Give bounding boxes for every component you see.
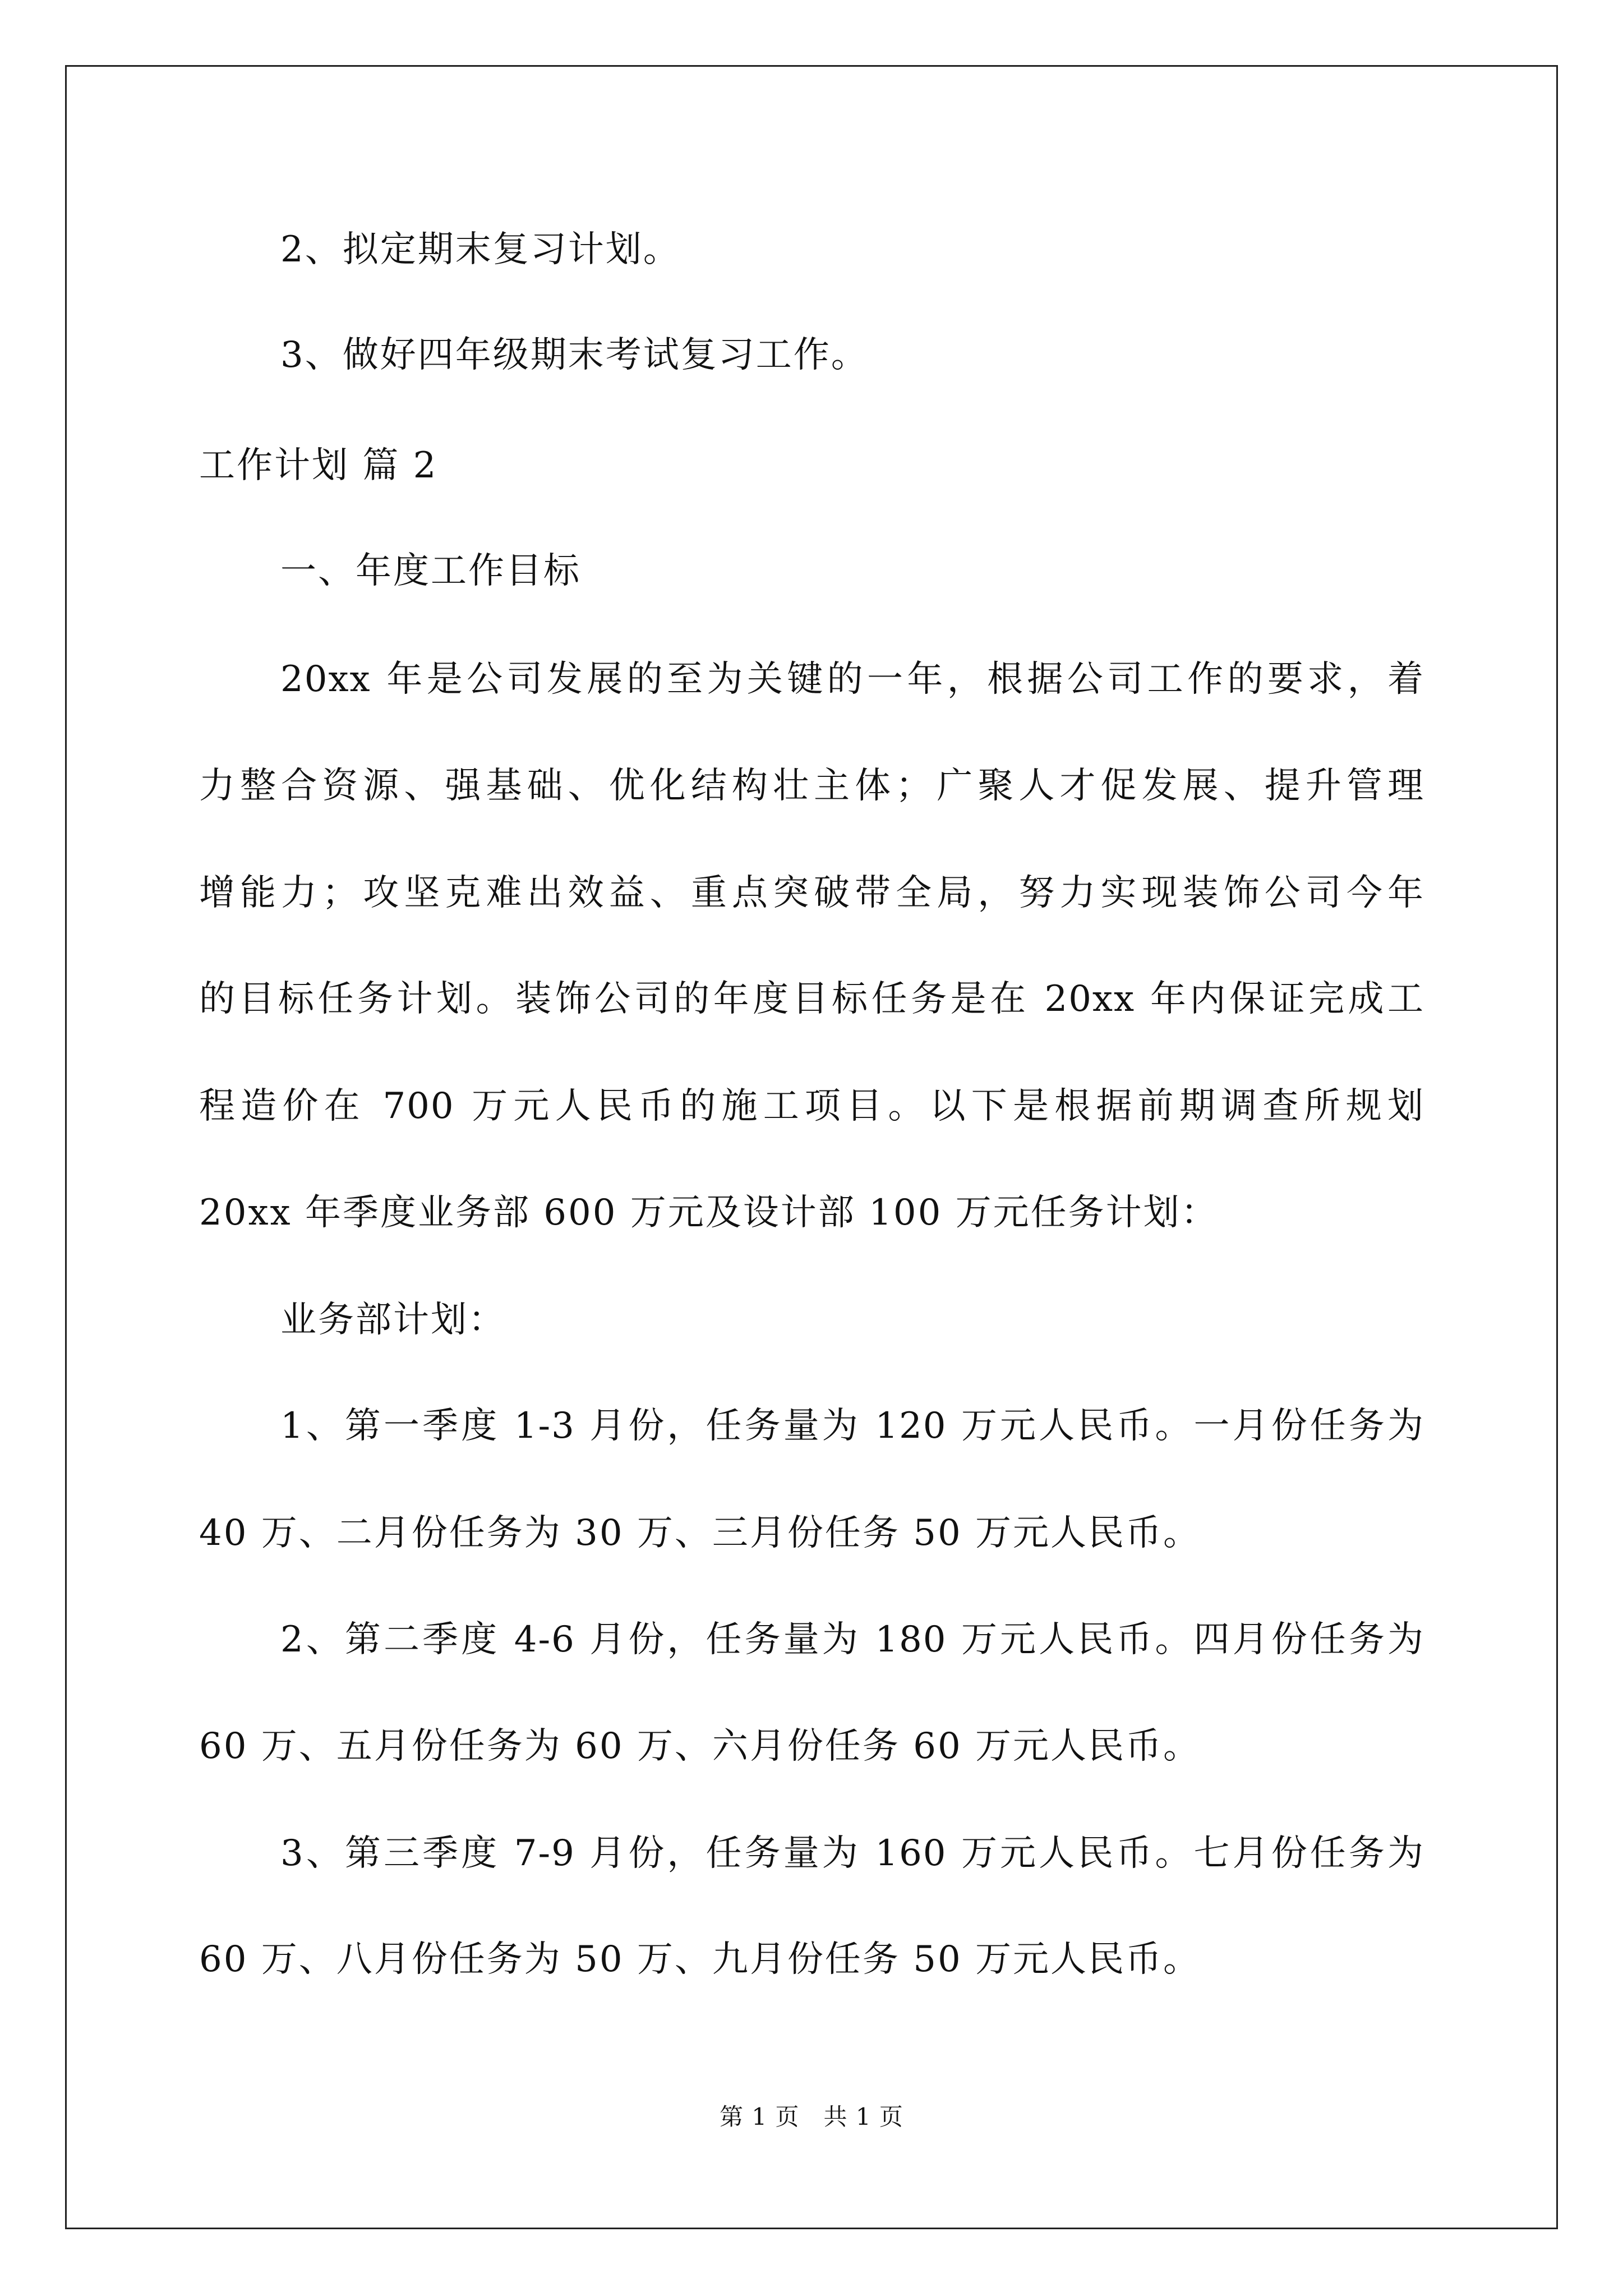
paragraph-line: 3、做好四年级期末考试复习工作。 — [280, 334, 869, 376]
paragraph-line: 2、拟定期末复习计划。 — [280, 229, 681, 270]
paragraph-line: 2、第二季度 4-6 月份，任务量为 180 万元人民币。四月份任务为 — [280, 1619, 1424, 1660]
paragraph-line: 的目标任务计划。装饰公司的年度目标任务是在 20xx 年内保证完成工 — [199, 978, 1424, 1020]
paragraph-line: 40 万、二月份任务为 30 万、三月份任务 50 万元人民币。 — [199, 1512, 1201, 1554]
paragraph-line: 3、第三季度 7-9 月份，任务量为 160 万元人民币。七月份任务为 — [280, 1833, 1424, 1874]
paragraph-line: 20xx 年季度业务部 600 万元及设计部 100 万元任务计划： — [199, 1192, 1219, 1234]
section-heading: 工作计划 篇 2 — [199, 445, 438, 486]
paragraph-line: 增能力；攻坚克难出效益、重点突破带全局，努力实现装饰公司今年 — [199, 872, 1424, 914]
page-border — [65, 65, 1558, 2229]
paragraph-line: 程造价在 700 万元人民币的施工项目。以下是根据前期调查所规划 — [199, 1085, 1424, 1127]
page-footer: 第 1 页 共 1 页 — [720, 2103, 903, 2131]
paragraph-line: 1、第一季度 1-3 月份，任务量为 120 万元人民币。一月份任务为 — [280, 1405, 1424, 1447]
paragraph-line: 60 万、五月份任务为 60 万、六月份任务 60 万元人民币。 — [199, 1726, 1201, 1767]
sub-heading: 一、年度工作目标 — [280, 550, 581, 592]
sub-heading: 业务部计划： — [280, 1299, 506, 1341]
paragraph-line: 20xx 年是公司发展的至为关键的一年，根据公司工作的要求，着 — [280, 659, 1424, 700]
paragraph-line: 60 万、八月份任务为 50 万、九月份任务 50 万元人民币。 — [199, 1939, 1201, 1980]
paragraph-line: 力整合资源、强基础、优化结构壮主体；广聚人才促发展、提升管理 — [199, 765, 1424, 807]
